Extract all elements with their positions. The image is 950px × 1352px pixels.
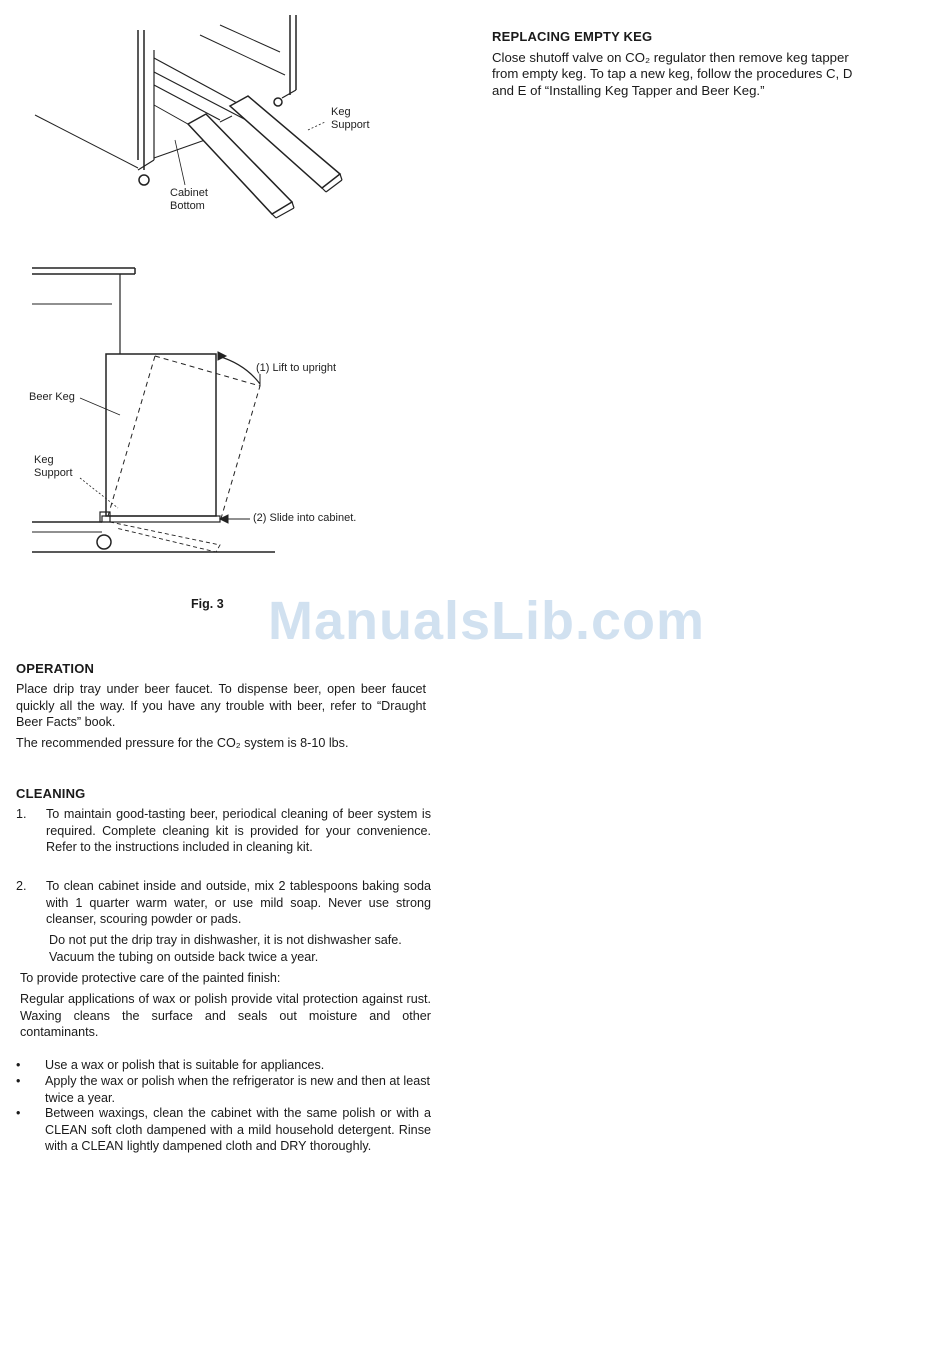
cabinet-bottom-label [170, 187, 208, 213]
keg-support-label-fig3 [34, 454, 73, 480]
keg-support-fig3-line2: Support [34, 467, 73, 479]
bullet-text: Apply the wax or polish when the refrigerator is new and then at least twice a year. [45, 1074, 431, 1105]
replacing-keg-heading: REPLACING EMPTY KEG [492, 29, 653, 44]
keg-support-label-line1: Keg [331, 106, 351, 118]
keg-support-label-top [331, 106, 370, 132]
operation-heading: OPERATION [16, 661, 95, 676]
care-bullet-3 [16, 1105, 431, 1155]
step-text: To clean cabinet inside and outside, mix 2 tablespoons baking soda with 1 quarter warm water, or use mild soap. Never use strong cleanser, scouring powder or pads. [46, 879, 431, 926]
bullet-text: Between waxings, clean the cabinet with the same polish or with a CLEAN soft cloth dampened with a mild household detergent. Rinse with a CLEAN lightly dampened cloth and DRY thoroughly. [45, 1106, 431, 1153]
bullet-text: Use a wax or polish that is suitable for appliances. [45, 1058, 325, 1072]
bullet-symbol: • [16, 1058, 21, 1072]
step-text: To maintain good-tasting beer, periodical cleaning of beer system is required. Complete cleaning kit is provided for your convenience. Refer to the instructions included in cleaning kit. [46, 807, 431, 854]
finish-intro: To provide protective care of the painted finish: [20, 971, 281, 985]
bullet-symbol: • [16, 1106, 21, 1120]
operation-pressure: The recommended pressure for the CO₂ system is 8-10 lbs. [16, 736, 349, 750]
lift-label: (1) Lift to upright [256, 362, 337, 374]
care-bullet-1 [16, 1057, 431, 1074]
step-number: 1. [16, 807, 27, 821]
cleaning-heading: CLEANING [16, 786, 86, 801]
replacing-line-1: Close shutoff valve on CO₂ regulator then remove keg tapper [492, 50, 849, 65]
beer-keg-label: Beer Keg [29, 391, 75, 403]
cabinet-bottom-label-line1: Cabinet [170, 187, 208, 199]
cleaning-step-1 [16, 806, 431, 856]
bullet-symbol: • [16, 1074, 21, 1088]
replacing-line-2: from empty keg. To tap a new keg, follow the procedures C, D [492, 66, 853, 82]
step-number: 2. [16, 879, 27, 893]
replacing-line-3: and E of “Installing Keg Tapper and Beer Keg.” [492, 82, 765, 98]
cabinet-bottom-label-line2: Bottom [170, 200, 205, 212]
cleaning-step-2-extra: Do not put the drip tray in dishwasher, it is not dishwasher safe. Vacuum the tubing on outside back twice a year. [49, 933, 402, 964]
keg-support-label-line2: Support [331, 119, 370, 131]
finish-paragraph: Regular applications of wax or polish provide vital protection against rust. Waxing cleans the surface and seals out moisture and other contaminants. [20, 992, 431, 1039]
operation-paragraph: Place drip tray under beer faucet. To dispense beer, open beer faucet quickly all the way. If you have any trouble with beer, refer to “Draught Beer Facts” book. [16, 682, 426, 729]
figure-caption: Fig. 3 [191, 597, 224, 611]
slide-label: (2) Slide into cabinet. [253, 512, 357, 524]
keg-support-fig3-line1: Keg [34, 454, 54, 466]
replacing-keg-text [492, 50, 932, 99]
cleaning-step-2 [16, 878, 431, 928]
care-bullet-2 [16, 1073, 431, 1106]
manualslib-watermark: ManualsLib.com [268, 591, 706, 651]
